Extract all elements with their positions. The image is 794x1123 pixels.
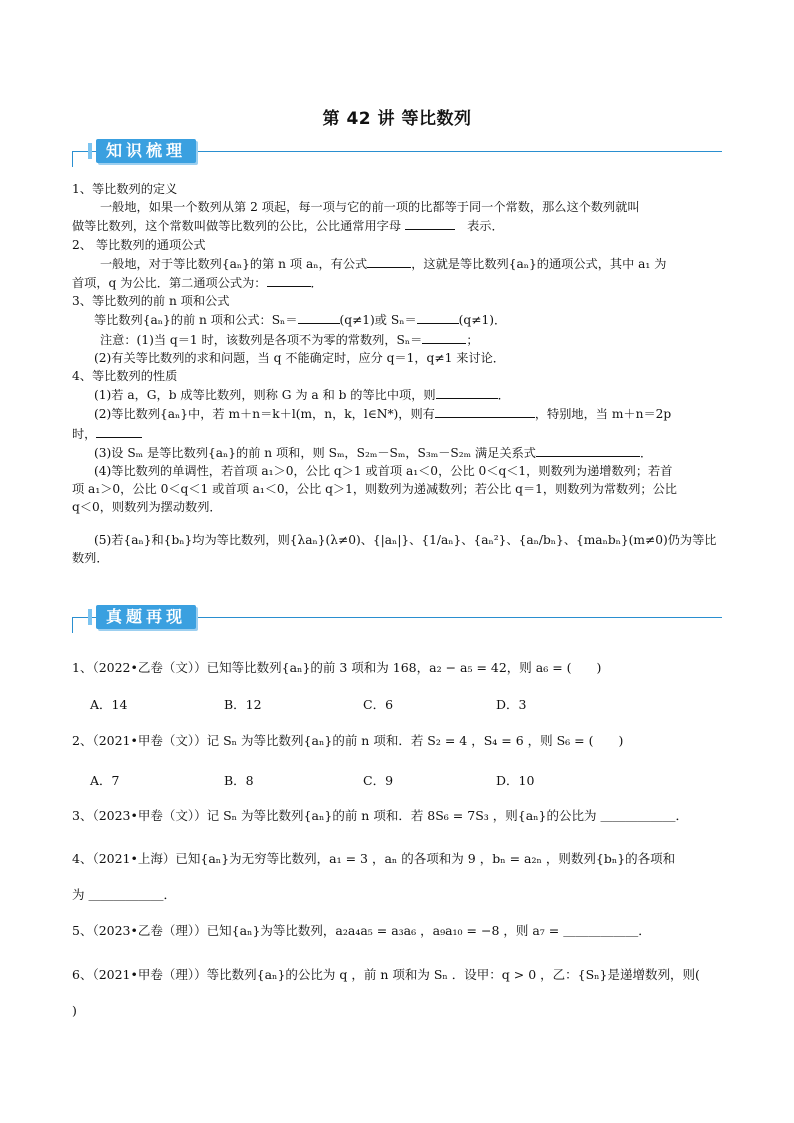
- text-fragment: ，特别地，当 m＋n＝2p: [534, 407, 672, 422]
- text-fragment: (2)等比数列{aₙ}中，若 m＋n＝k＋l(m，n，k，l∈N*)，则有: [94, 407, 435, 422]
- text-fragment: 注意：(1)当 q＝1 时，该数列是各项不为零的常数列，Sₙ＝: [100, 332, 423, 347]
- text-fragment: 首项，q 为公比．第二通项公式为：: [72, 276, 267, 291]
- text-definition-1: 一般地，如果一个数列从第 2 项起，每一项与它的前一项的比都等于同一个常数，那么这个数列就叫: [100, 200, 640, 215]
- problem-5: 5、（2023•乙卷（理））已知{aₙ}为等比数列，a₂a₄a₅ = a₃a₆ ，a₉a₁₀ = −8 ，则 a₇ = ＿＿＿＿＿＿．: [72, 923, 651, 938]
- fill-blank[interactable]: [405, 216, 455, 230]
- option-c[interactable]: C．9: [363, 773, 394, 788]
- option-d[interactable]: D．10: [496, 773, 535, 788]
- problem-3: 3、（2023•甲卷（文））记 Sₙ 为等比数列{aₙ}的前 n 项和．若 8S₆ = 7S₃ ，则{aₙ}的公比为 ＿＿＿＿＿＿．: [72, 808, 688, 823]
- text-general-term-2: [72, 273, 724, 292]
- option-b[interactable]: B．8: [224, 773, 254, 788]
- text-sum-formula: [72, 310, 724, 329]
- section-header-exam: [72, 605, 722, 635]
- text-fragment: ，这就是等比数列{aₙ}的通项公式，其中 a₁ 为: [411, 256, 667, 271]
- text-fragment: ．: [639, 445, 653, 460]
- option-b[interactable]: B．12: [224, 697, 262, 712]
- text-property-5b: 数列．: [72, 550, 109, 565]
- text-fragment: (3)设 Sₘ 是等比数列{aₙ}的前 n 项和，则 Sₘ，S₂ₘ－Sₘ，S₃ₘ－S₂ₘ 满足关系式: [94, 445, 536, 460]
- fill-blank[interactable]: [436, 385, 498, 399]
- text-property-5a: (5)若{aₙ}和{bₙ}均为等比数列，则{λaₙ}(λ≠0)、{|aₙ|}、{1/aₙ}、{aₙ²}、{aₙ/bₙ}、{maₙbₙ}(m≠0)仍为等比: [94, 532, 717, 547]
- text-property-2: [72, 404, 724, 423]
- problem-4-cont: 为 ＿＿＿＿＿＿．: [72, 887, 176, 902]
- text-general-term-1: [72, 254, 724, 273]
- fill-blank[interactable]: [367, 254, 411, 268]
- text-property-4b: 项 a₁＞0，公比 0＜q＜1 或首项 a₁＜0，公比 q＞1，则数列为递减数列；若公比 q＝1，则数列为常数列；公比: [72, 482, 677, 497]
- text-fragment: 时，: [72, 426, 97, 441]
- text-sum-note-1: [72, 330, 724, 349]
- knowledge-section: [72, 180, 724, 567]
- page-title: 第 42 讲 等比数列: [322, 109, 472, 129]
- text-fragment: ．: [310, 276, 323, 291]
- fill-blank[interactable]: [267, 273, 311, 287]
- text-fragment: (q≠1)或 Sₙ＝: [339, 313, 417, 328]
- header-hook: [72, 617, 73, 633]
- fill-blank[interactable]: [417, 310, 459, 324]
- heading-definition: 1、等比数列的定义: [72, 182, 178, 196]
- section-header-knowledge: [72, 139, 722, 169]
- option-a[interactable]: A．14: [90, 697, 128, 712]
- text-fragment: ；: [466, 332, 479, 347]
- text-fragment: ．: [497, 388, 510, 403]
- text-property-1: [72, 385, 724, 404]
- fill-blank[interactable]: [435, 404, 535, 418]
- problem-4: 4、（2021•上海）已知{aₙ}为无穷等比数列，a₁ = 3 ，aₙ 的各项和为 9 ，bₙ = a₂ₙ ，则数列{bₙ}的各项和: [72, 851, 676, 866]
- fill-blank[interactable]: [422, 330, 466, 344]
- fill-blank[interactable]: [96, 424, 142, 438]
- option-a[interactable]: A．7: [90, 773, 120, 788]
- heading-sum-formula: 3、等比数列的前 n 项和公式: [72, 294, 230, 309]
- text-definition-2: [72, 216, 724, 235]
- text-property-3: [72, 443, 724, 462]
- problem-1: 1、（2022•乙卷（文））已知等比数列{aₙ}的前 3 项和为 168，a₂ − a₅ = 42，则 a₆ = ( ): [72, 660, 602, 675]
- heading-general-term: 2、 等比数列的通项公式: [72, 237, 206, 252]
- text-property-2b: [72, 424, 724, 443]
- text-fragment: 做等比数列，这个常数叫做等比数列的公比，公比通常用字母: [72, 219, 402, 234]
- text-fragment: 等比数列{aₙ}的前 n 项和公式：Sₙ＝: [94, 313, 298, 328]
- text-fragment: 表示．: [467, 219, 504, 234]
- option-c[interactable]: C．6: [363, 697, 394, 712]
- text-property-4c: q＜0，则数列为摆动数列．: [72, 500, 222, 515]
- text-fragment: 一般地，对于等比数列{aₙ}的第 n 项 aₙ，有公式: [100, 256, 368, 271]
- problem-2: 2、（2021•甲卷（文））记 Sₙ 为等比数列{aₙ}的前 n 项和．若 S₂ = 4 ，S₄ = 6 ，则 S₆ = ( ): [72, 733, 624, 748]
- fill-blank[interactable]: [536, 443, 640, 457]
- text-sum-note-2: (2)有关等比数列的求和问题，当 q 不能确定时，应分 q＝1，q≠1 来讨论．: [94, 350, 505, 365]
- heading-properties: 4、等比数列的性质: [72, 369, 178, 384]
- section-banner-exam: 真题再现: [96, 605, 196, 629]
- text-fragment: (1)若 a，G，b 成等比数列，则称 G 为 a 和 b 的等比中项，则: [94, 388, 436, 403]
- option-d[interactable]: D．3: [496, 697, 527, 712]
- header-hook: [72, 151, 73, 167]
- section-banner-knowledge: 知识梳理: [96, 139, 196, 163]
- fill-blank[interactable]: [298, 310, 340, 324]
- text-property-4a: (4)等比数列的单调性，若首项 a₁＞0，公比 q＞1 或首项 a₁＜0，公比 0＜q＜1，则数列为递增数列；若首: [94, 464, 673, 479]
- problem-6: 6、（2021•甲卷（理））等比数列{aₙ}的公比为 q ，前 n 项和为 Sₙ ．设甲：q > 0 ，乙：{Sₙ}是递增数列，则(: [72, 967, 700, 982]
- text-fragment: (q≠1)．: [458, 313, 507, 328]
- problem-6-cont: ): [72, 1003, 77, 1018]
